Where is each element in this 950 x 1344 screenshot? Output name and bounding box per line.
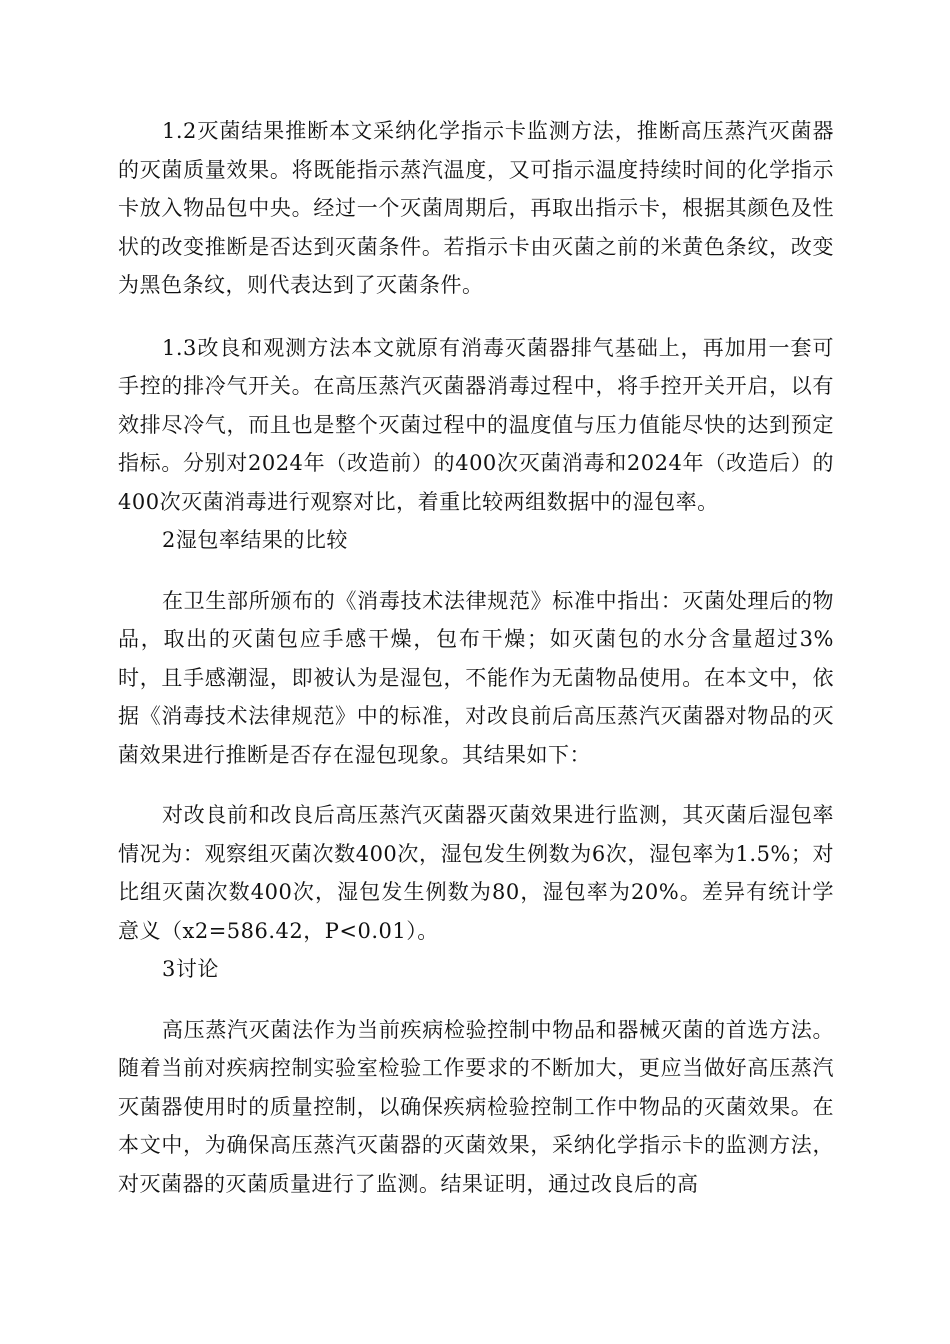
paragraph-discussion: 高压蒸汽灭菌法作为当前疾病检验控制中物品和器械灭菌的首选方法。随着当前对疾病控制实验室检验工作要求的不断加大，更应当做好高压蒸汽灭菌器使用时的质量控制，以确保疾病检验控制工作中物品的灭菌效果。在本文中，为确保高压蒸汽灭菌器的灭菌效果，采纳化学指示卡的监测方法，对灭菌器的灭菌质量进行了监测。结果证明，通过改良后的高 bbox=[118, 1017, 834, 1196]
paragraph-monitoring-results: 对改良前和改良后高压蒸汽灭菌器灭菌效果进行监测，其灭菌后湿包率情况为：观察组灭菌次数400次，湿包发生例数为6次，湿包率为1.5%；对比组灭菌次数400次，湿包发生例数为80，湿包率为20%。差异有统计学意义（x2=586.42，P<0.01）。 bbox=[118, 803, 834, 943]
section-heading-wet-pack-comparison: 2湿包率结果的比较 bbox=[162, 528, 348, 552]
section-heading-discussion: 3讨论 bbox=[162, 957, 219, 981]
paragraph-improvement-method: 1.3改良和观测方法本文就原有消毒灭菌器排气基础上，再加用一套可手控的排冷气开关。在高压蒸汽灭菌器消毒过程中，将手控开关开启，以有效排尽冷气，而且也是整个灭菌过程中的温度值与压力值能尽快的达到预定指标。分别对2024年（改造前）的400次灭菌消毒和2024年（改造后）的400次灭菌消毒进行观察对比，着重比较两组数据中的湿包率。 bbox=[118, 335, 834, 514]
paragraph-sterilization-result: 1.2灭菌结果推断本文采纳化学指示卡监测方法，推断高压蒸汽灭菌器的灭菌质量效果。将既能指示蒸汽温度，又可指示温度持续时间的化学指示卡放入物品包中央。经过一个灭菌周期后，再取出指示卡，根据其颜色及性状的改变推断是否达到灭菌条件。若指示卡由灭菌之前的米黄色条纹，改变为黑色条纹，则代表达到了灭菌条件。 bbox=[118, 119, 834, 297]
paragraph-standard-criteria: 在卫生部所颁布的《消毒技术法律规范》标准中指出：灭菌处理后的物品，取出的灭菌包应手感干燥，包布干燥；如灭菌包的水分含量超过3%时，且手感潮湿，即被认为是湿包，不能作为无菌物品使用。在本文中，依据《消毒技术法律规范》中的标准，对改良前后高压蒸汽灭菌器对物品的灭菌效果进行推断是否存在湿包现象。其结果如下： bbox=[118, 588, 834, 767]
document-body bbox=[118, 112, 834, 1203]
